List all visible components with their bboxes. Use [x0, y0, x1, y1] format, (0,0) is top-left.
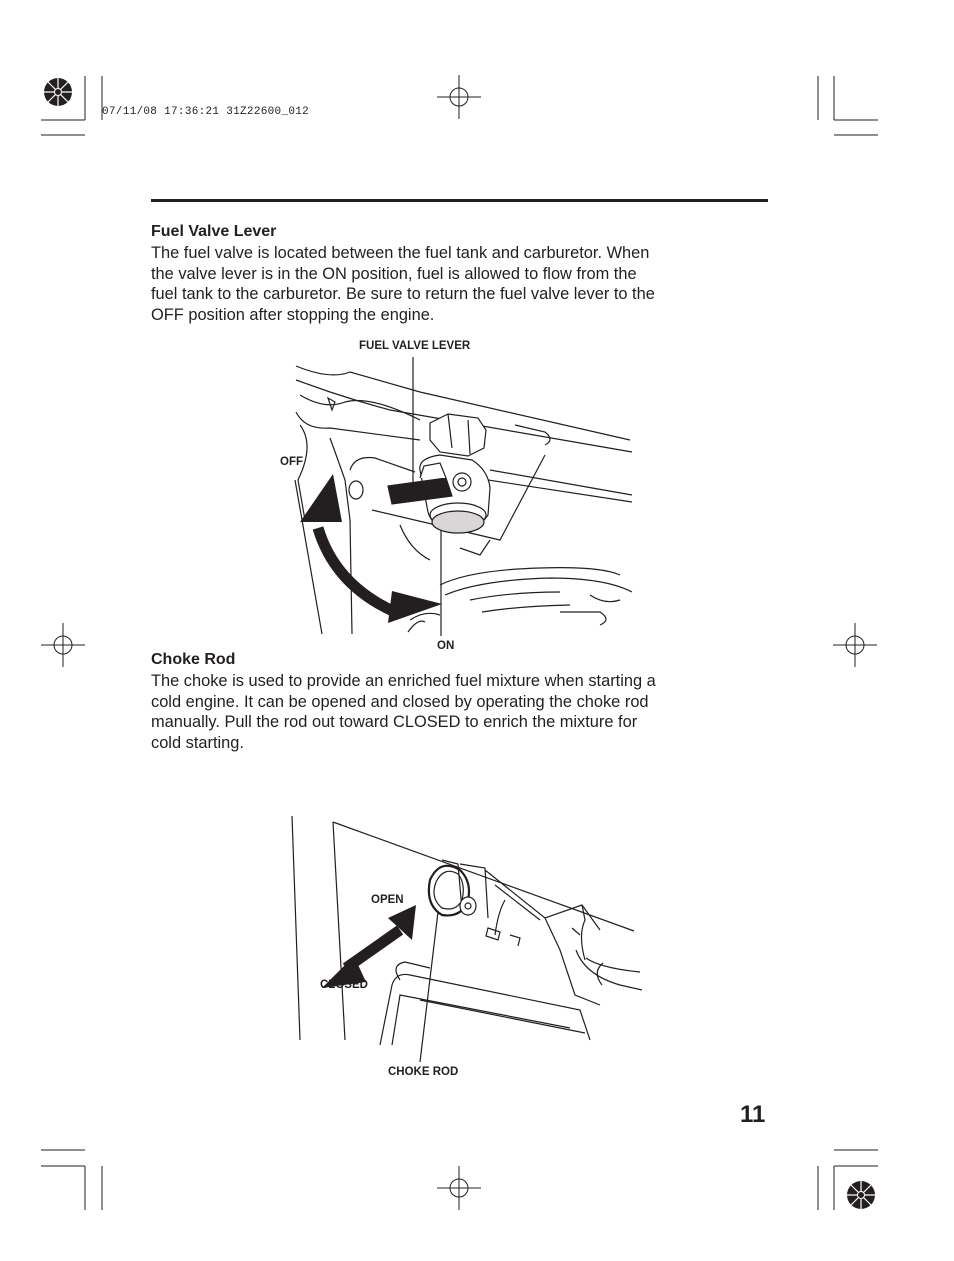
fuel-valve-paragraph — [151, 243, 767, 325]
crop-mark-bottom-left — [41, 1150, 102, 1210]
header-rule — [151, 199, 768, 202]
fuel-valve-illustration — [295, 357, 632, 636]
choke-line-1: The choke is used to provide an enriched fuel mixture when starting a — [151, 672, 656, 690]
choke-rod-illustration — [292, 816, 642, 1062]
choke-line-4: cold starting. — [151, 733, 244, 752]
on-label: ON — [437, 640, 455, 652]
registration-mark-top — [437, 75, 481, 119]
registration-mark-bottom — [437, 1166, 481, 1210]
closed-label: CLOSED — [320, 979, 368, 991]
print-stamp: 07/11/08 17:36:21 31Z22600_012 — [102, 106, 310, 118]
fuel-valve-heading: Fuel Valve Lever — [151, 223, 277, 240]
starburst-mark-top-left — [44, 78, 72, 106]
fuel-valve-line-2: the valve lever is in the ON position, fuel is allowed to flow from the — [151, 264, 637, 283]
page-number: 11 — [740, 1101, 766, 1128]
starburst-mark-bottom-right — [847, 1181, 875, 1209]
choke-rod-label: CHOKE ROD — [388, 1066, 459, 1078]
fuel-valve-line-1: The fuel valve is located between the fuel tank and carburetor. When — [151, 244, 650, 262]
choke-line-3: manually. Pull the rod out toward CLOSED to enrich the mixture for — [151, 713, 638, 731]
registration-mark-left — [41, 623, 85, 667]
fuel-valve-line-3: fuel tank to the carburetor. Be sure to return the fuel valve lever to the — [151, 285, 655, 303]
open-label: OPEN — [371, 894, 404, 906]
choke-line-2: cold engine. It can be opened and closed by operating the choke rod — [151, 692, 649, 711]
off-label: OFF — [280, 456, 303, 468]
fuel-valve-lever-label: FUEL VALVE LEVER — [359, 340, 471, 352]
fuel-valve-line-4: OFF position after stopping the engine. — [151, 305, 435, 324]
choke-heading: Choke Rod — [151, 651, 236, 668]
registration-mark-right — [833, 623, 877, 667]
crop-mark-top-right — [818, 76, 878, 135]
choke-direction-arrow — [322, 905, 416, 988]
choke-paragraph — [151, 671, 767, 753]
